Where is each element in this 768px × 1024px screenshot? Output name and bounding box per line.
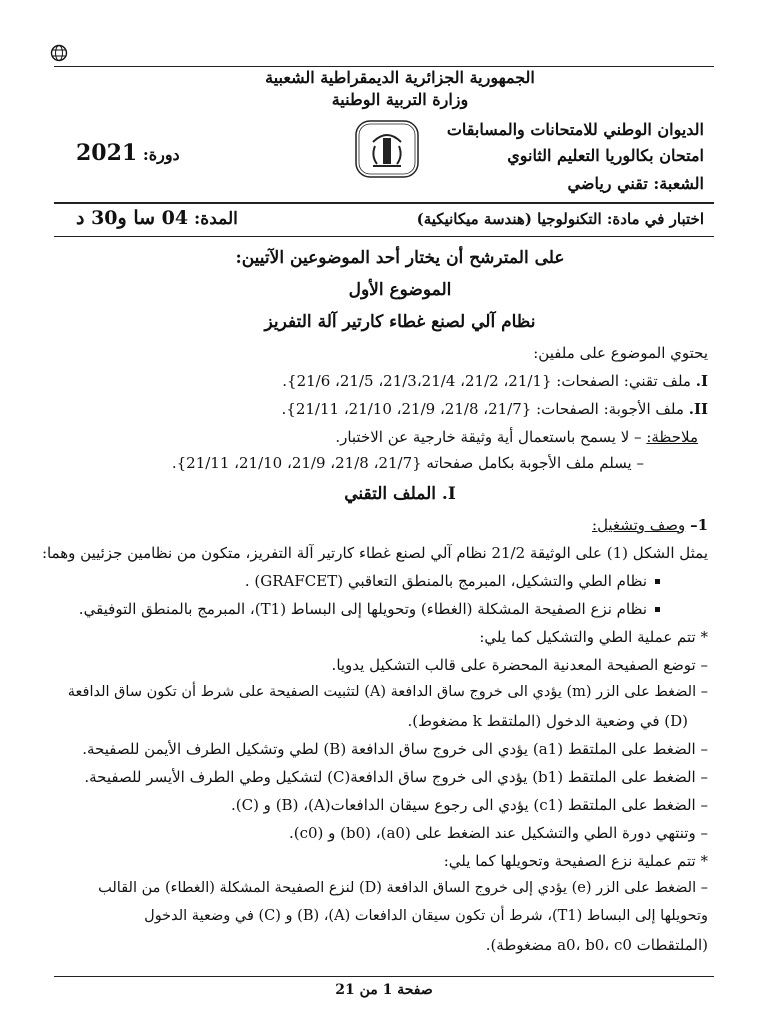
file-tech: ملف تقني: الصفحات: {21/1، 21/2، 21/3،21/4، 21/5، 21/6}. <box>282 372 691 390</box>
transfer-1c: (الملتقطات a0، b0، c0 مضغوطة). <box>485 936 708 954</box>
session <box>76 140 180 166</box>
duration <box>76 207 238 229</box>
subsection-text: وصف وتشغيل: <box>592 516 686 534</box>
ministry-title: وزارة التربية الوطنية <box>331 90 469 109</box>
operation-1-title: * تتم عملية الطي والتشكيل كما يلي: <box>479 628 708 646</box>
step-1: – توضع الصفيحة المعدنية المحضرة على قالب التشكيل يدويا. <box>331 656 708 674</box>
subject-line: اختبار في مادة: التكنولوجيا (هندسة ميكانيكية) <box>416 210 704 228</box>
system-title: نظام آلي لصنع غطاء كارتير آلة التفريز <box>264 312 536 332</box>
note2-line: – يسلم ملف الأجوبة بكامل صفحاته {21/7، 21/8، 21/9، 21/10، 21/11}. <box>171 454 644 472</box>
bullet-1-text: نظام الطي والتشكيل، المبرمج بالمنطق التعاقبي (GRAFCET) . <box>244 572 647 590</box>
note-label: ملاحظة: <box>646 428 698 446</box>
duration-value: 04 سا و30 د <box>76 207 189 229</box>
session-year: 2021 <box>76 140 138 166</box>
page-number: صفحة 1 من 21 <box>335 982 433 998</box>
footer-rule <box>54 976 714 977</box>
bullet-1 <box>60 572 668 590</box>
office-title: الديوان الوطني للامتحانات والمسابقات <box>446 120 704 139</box>
step-2b: (D) في وضعية الدخول (الملتقط k مضغوط). <box>407 712 688 730</box>
files-contains: يحتوي الموضوع على ملفين: <box>533 344 708 362</box>
file-tech-num: I. <box>695 372 708 390</box>
step-2a: – الضغط على الزر (m) يؤدي الى خروج ساق الدافعة (A) لتثبيت الصفيحة على شرط أن تكون ساق الدافعة <box>67 684 708 700</box>
duration-label: المدة: <box>194 209 238 229</box>
choose-instruction: على المترشح أن يختار أحد الموضوعين الآتيين: <box>235 248 565 268</box>
paragraph-1: يمثل الشكل (1) على الوثيقة 21/2 نظام آلي لصنع غطاء كارتير آلة التفريز، متكون من نظامين جزئيين وهما: <box>41 544 708 562</box>
note-text: – لا يسمح باستعمال أية وثيقة خارجية عن الاختبار. <box>335 428 642 446</box>
subsection-num: 1– <box>690 516 708 534</box>
section-heading: I. الملف التقني <box>344 484 456 504</box>
subsection-title <box>60 516 708 534</box>
step-3: – الضغط على الملتقط (a1) يؤدي الى خروج ساق الدافعة (B) لطي وتشكيل الطرف الأيمن للصفيحة. <box>82 740 708 758</box>
file-tech-line <box>60 372 708 390</box>
exam-title: امتحان بكالوريا التعليم الثانوي <box>507 146 704 165</box>
step-6: – وتنتهي دورة الطي والتشكيل عند الضغط على (a0)، (b0) و (c0). <box>288 824 708 842</box>
step-4: – الضغط على الملتقط (b1) يؤدي الى خروج ساق الدافعة(C) لتشكيل وطي الطرف الأيسر للصفيحة. <box>84 768 708 786</box>
transfer-1a: – الضغط على الزر (e) يؤدي إلى خروج الساق الدافعة (D) لنزع الصفيحة المشكلة (الغطاء) من القالب <box>98 880 708 896</box>
operation-2-title: * تتم عملية نزع الصفيحة وتحويلها كما يلي: <box>443 852 708 870</box>
file-answers-line <box>60 400 708 418</box>
bullet-2 <box>60 600 668 618</box>
ministry-emblem <box>355 120 419 178</box>
bullet-square-icon <box>655 607 660 612</box>
note-line <box>60 428 698 446</box>
session-label: دورة: <box>142 145 180 164</box>
bullet-square-icon <box>655 579 660 584</box>
file-answers: ملف الأجوبة: الصفحات: {21/7، 21/8، 21/9، 21/10، 21/11}. <box>281 400 684 418</box>
globe-icon <box>50 44 68 62</box>
header-rule-2 <box>54 236 714 237</box>
transfer-1b: وتحويلها إلى البساط (T1)، شرط أن تكون سيقان الدافعات (A)، (B) و (C) في وضعية الدخول <box>144 908 708 924</box>
subject-heading: الموضوع الأول <box>348 280 452 300</box>
file-answers-num: II. <box>688 400 708 418</box>
header-rule-1 <box>54 202 714 204</box>
bullet-2-text: نظام نزع الصفيحة المشكلة (الغطاء) وتحويلها إلى البساط (T1)، المبرمج بالمنطق التوفيقي. <box>78 600 647 618</box>
step-5: – الضغط على الملتقط (c1) يؤدي الى رجوع سيقان الدافعات(A)، (B) و (C). <box>230 796 708 814</box>
header-top-rule <box>54 66 714 67</box>
branch-label: الشعبة: تقني رياضي <box>567 174 704 193</box>
republic-title: الجمهورية الجزائرية الديمقراطية الشعبية <box>265 68 535 87</box>
